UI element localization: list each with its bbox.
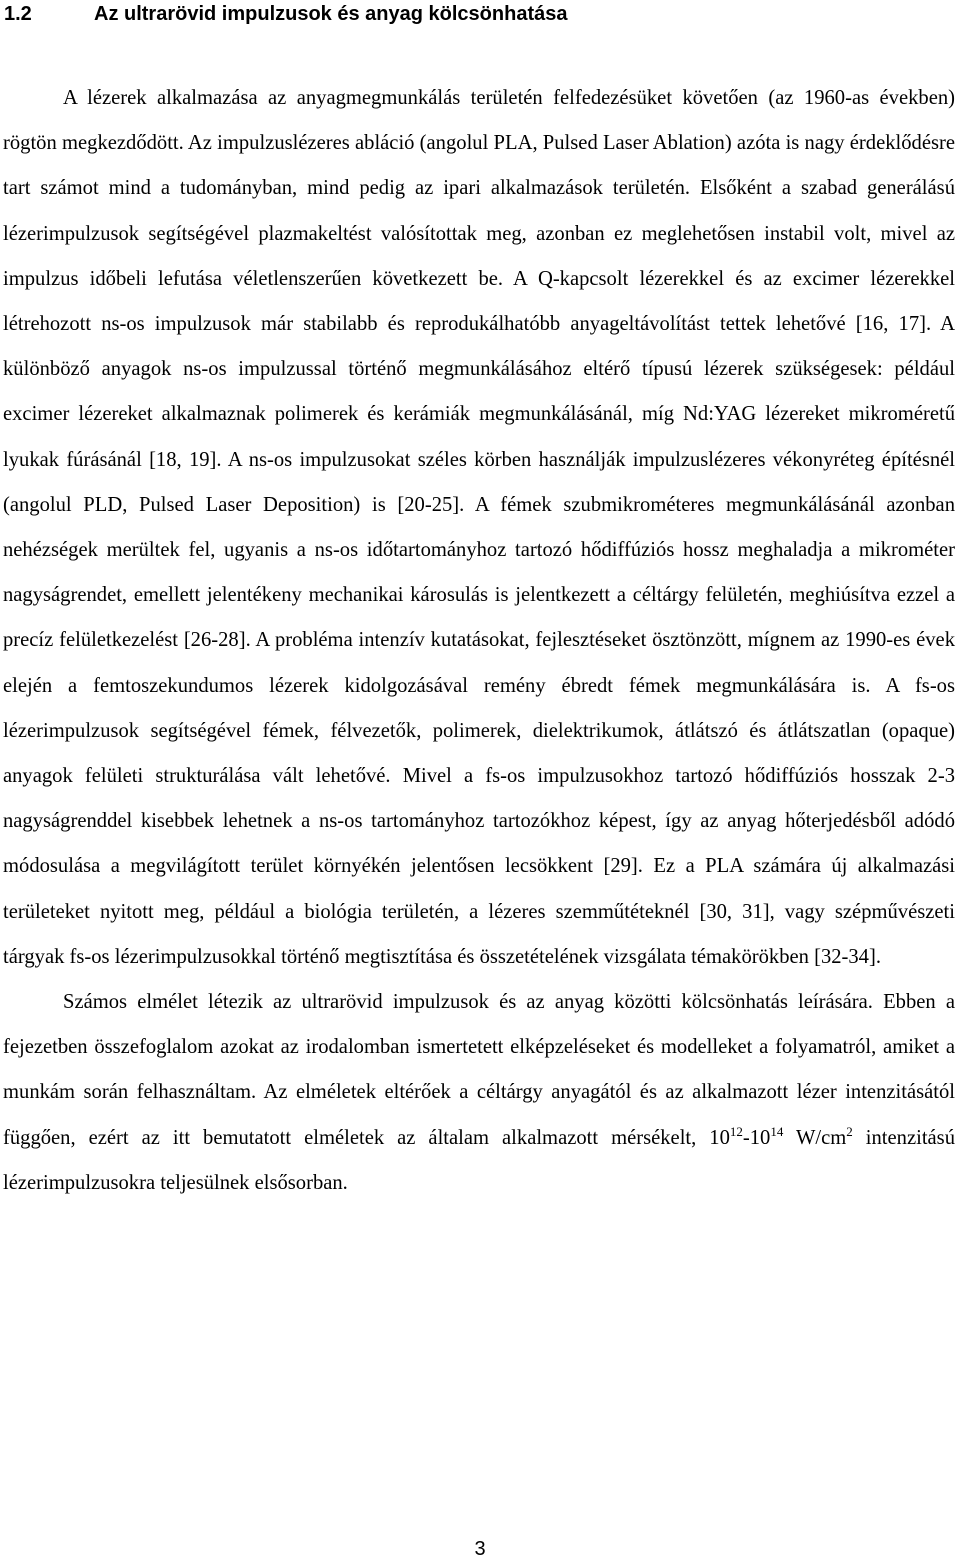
section-title: Az ultrarövid impulzusok és anyag kölcsönhatása [94,3,568,25]
body-text [3,76,955,1206]
section-heading [4,0,567,28]
page-number: 3 [474,1538,486,1560]
section-number: 1.2 [4,3,32,25]
paragraph-2 [3,980,955,1206]
exponent-2: 2 [846,1123,853,1139]
paragraph-2-text-before: Számos elmélet létezik az ultrarövid impulzusok és az anyag közötti kölcsönhatás leírására. Ebben a fejezetben összefoglalom azokat az irodalomban ismertetett elképzeléseket és modelleket a folyamatról, amiket a munkám során felhasználtam. Az elméletek eltérőek a céltárgy anyagától és az alkalmazott lézer intenzitásától függően, ezért az itt bemutatott elméletek az általam alkalmazott mérsékelt, 10 [3,991,955,1149]
paragraph-2-text-after: intenzitású lézerimpulzusokra teljesülnek elsősorban. [3,1126,955,1194]
exponent-12: 12 [729,1123,743,1139]
exponent-14: 14 [770,1123,784,1139]
intensity-unit: W/cm [783,1126,847,1149]
range-separator: -10 [742,1126,771,1149]
paragraph-1: A lézerek alkalmazása az anyagmegmunkálás területén felfedezésüket követően (az 1960-as években) rögtön megkezdődött. Az impulzuslézeres abláció (angolul PLA, Pulsed Laser Ablation) azóta is nagy érdeklődésre tart számot mind a tudományban, mind pedig az ipari alkalmazások területén. Elsőként a szabad generálású lézerimpulzusok segítségével plazmakeltést valósítottak meg, azonban ez meglehetősen instabil volt, mivel az impulzus időbeli lefutása véletlenszerűen következett be. A Q-kapcsolt lézerekkel és az excimer lézerekkel létrehozott ns-os impulzusok már stabilabb és reprodukálhatóbb anyageltávolítást tettek lehetővé [16, 17]. A különböző anyagok ns-os impulzussal történő megmunkálásához eltérő típusú lézerek szükségesek: például excimer lézereket alkalmaznak polimerek és kerámiák megmunkálásánál, míg Nd:YAG lézereket mikroméretű lyukak fúrásánál [18, 19]. A ns-os impulzusokat széles körben használják impulzuslézeres vékonyréteg építésnél (angolul PLD, Pulsed Laser Deposition) is [20-25]. A fémek szubmikrométeres megmunkálásánál azonban nehézségek merültek fel, ugyanis a ns-os időtartományhoz tartozó hődiffúziós hossz meghaladja a mikrométer nagyságrendet, emellett jelentékeny mechanikai károsulás is jelentkezett a céltárgy felületén, meghiúsítva ezzel a precíz felületkezelést [26-28]. A probléma intenzív kutatásokat, fejlesztéseket ösztönzött, mígnem az 1990-es évek elején a femtoszekundumos lézerek kidolgozásával remény ébredt fémek megmunkálására is. A fs-os lézerimpulzusok segítségével fémek, félvezetők, polimerek, dielektrikumok, átlátszó és átlátszatlan (opaque) anyagok felületi strukturálása vált lehetővé. Mivel a fs-os impulzusokhoz tartozó hődiffúziós hosszak 2-3 nagyságrenddel kisebbek lehetnek a ns-os tartományhoz tartozókhoz képest, így az anyag hőterjedésből adódó módosulása a megvilágított terület környékén jelentősen lecsökkent [29]. Ez a PLA számára új alkalmazási területeket nyitott meg, például a biológia területén, a lézeres szemműtéteknél [30, 31], vagy szépművészeti tárgyak fs-os lézerimpulzusokkal történő megtisztítása és összetételének vizsgálata témakörökben [32-34]. [3,87,955,968]
